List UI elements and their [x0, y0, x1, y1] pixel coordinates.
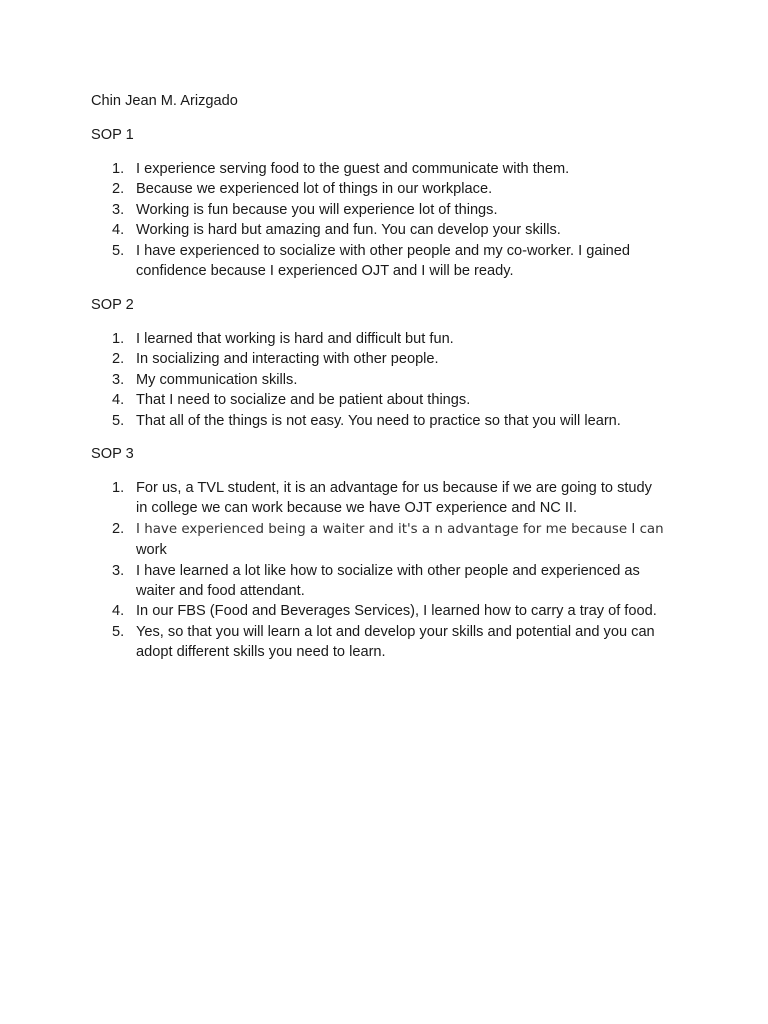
list-item: 4. In our FBS (Food and Beverages Services), I learned how to carry a tray of food. [112, 603, 657, 620]
list-item-text-line-1: I have experienced to socialize with other people and my co-worker. I gained [136, 242, 631, 259]
section-title-sop-1: SOP 1 [91, 127, 134, 143]
list-item: 1. I experience serving food to the guest and communicate with them. [112, 161, 570, 177]
list-item-text-line-1: Yes, so that you will learn a lot and develop your skills and potential and you can [136, 623, 655, 640]
list-item: 4. Working is hard but amazing and fun. You can develop your skills. [112, 222, 561, 239]
list-item: 3. Working is fun because you will experience lot of things. [112, 201, 498, 218]
list-item: 5. That all of the things is not easy. You need to practice so that you will learn. [112, 412, 621, 429]
list-item-text: In our FBS (Food and Beverages Services), I learned how to carry a tray of food. [136, 603, 657, 620]
sop-2-list [0, 329, 768, 431]
list-item-text: In socializing and interacting with other people. [136, 351, 439, 368]
list-item-text: I experience serving food to the guest and communicate with them. [136, 161, 570, 177]
list-item: 3. My communication skills. [112, 371, 298, 388]
sop-1-list [0, 159, 768, 281]
list-item: 4. That I need to socialize and be patient about things. [112, 392, 471, 409]
list-item: 5. I have experienced to socialize with other people and my co-worker. I gained confidence because I experienced OJT and I will be ready. [112, 242, 631, 280]
list-item-text: That all of the things is not easy. You need to practice so that you will learn. [136, 412, 621, 429]
list-item-text: That I need to socialize and be patient about things. [136, 392, 471, 409]
list-item: 1. For us, a TVL student, it is an advantage for us because if we are going to study in college we can work because we have OJT experience and NC II. [112, 480, 652, 517]
list-item: 2. Because we experienced lot of things in our workplace. [112, 181, 493, 198]
list-item: 3. I have learned a lot like how to socialize with other people and experienced as waiter and food attendant. [112, 562, 640, 600]
author-name: Chin Jean M. Arizgado [91, 93, 238, 109]
list-item-text: My communication skills. [136, 371, 298, 388]
list-item-text-line-2: confidence because I experienced OJT and I will be ready. [136, 263, 514, 280]
section-title-sop-2: SOP 2 [91, 297, 134, 313]
list-item-text-line-2: adopt different skills you need to learn. [136, 644, 386, 661]
sop-3-list [0, 478, 768, 663]
list-item-text-line-2: waiter and food attendant. [136, 583, 305, 600]
list-item-text-line-1: I have learned a lot like how to socialize with other people and experienced as [136, 562, 640, 579]
list-item-text-line-1: For us, a TVL student, it is an advantage for us because if we are going to study [136, 480, 652, 496]
list-item-text-line-2: in college we can work because we have OJT experience and NC II. [136, 500, 578, 517]
list-item-text-line-2: work [136, 542, 167, 559]
list-item: 1. I learned that working is hard and difficult but fun. [112, 331, 454, 347]
section-title-sop-3: SOP 3 [91, 446, 134, 462]
list-item: 5. Yes, so that you will learn a lot and develop your skills and potential and you can adopt different skills you need to learn. [112, 623, 655, 661]
list-item-text: Working is fun because you will experience lot of things. [136, 201, 498, 218]
list-item: 2. I have experienced being a waiter and it's a n advantage for me because I can work [112, 520, 664, 559]
list-item-text: Working is hard but amazing and fun. You can develop your skills. [136, 222, 561, 239]
list-item-text: I learned that working is hard and difficult but fun. [136, 331, 454, 347]
list-item-text: Because we experienced lot of things in our workplace. [136, 181, 493, 198]
list-item-text-line-1: I have experienced being a waiter and it's a n advantage for me because I can [136, 521, 664, 537]
list-item: 2. In socializing and interacting with other people. [112, 351, 439, 368]
